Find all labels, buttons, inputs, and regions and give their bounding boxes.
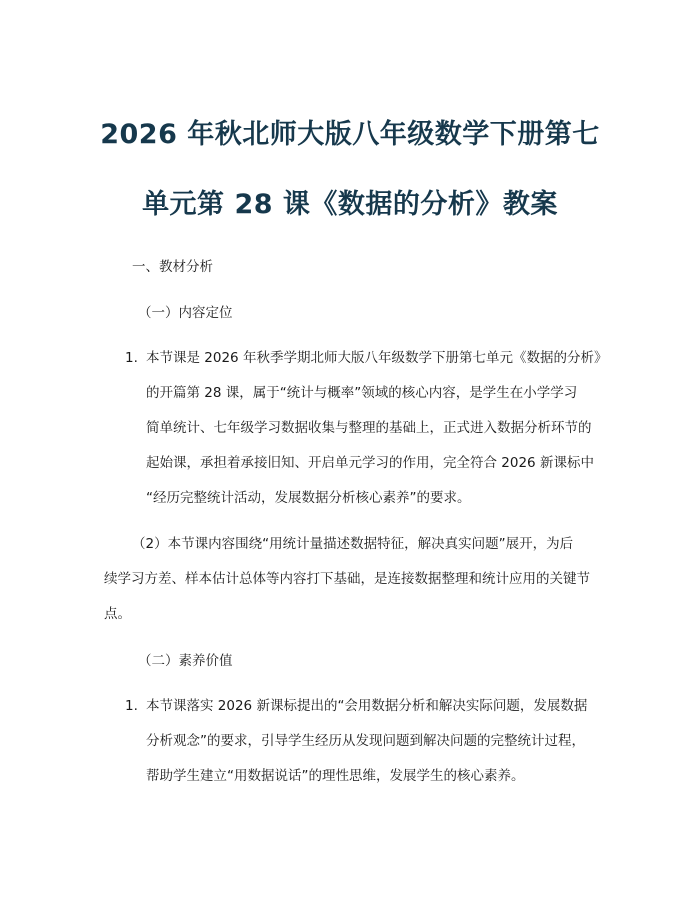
paragraph-line: 的开篇第 28 课，属于“统计与概率”领域的核心内容，是学生在小学学习 [146, 385, 578, 401]
paragraph-line: 续学习方差、样本估计总体等内容打下基础，是连接数据整理和统计应用的关键节 [104, 571, 590, 587]
subsection-heading-content-positioning: （一）内容定位 [138, 305, 233, 321]
list-number: 1. [125, 350, 138, 366]
paragraph-line: 简单统计、七年级学习数据收集与整理的基础上，正式进入数据分析环节的 [146, 420, 592, 436]
subsection-heading-literacy-value: （二）素养价值 [138, 653, 233, 669]
document-title-line-2: 单元第 28 课《数据的分析》教案 [142, 189, 558, 220]
paragraph-line: 帮助学生建立“用数据说话”的理性思维，发展学生的核心素养。 [146, 768, 525, 784]
paragraph-line: 分析观念”的要求，引导学生经历从发现问题到解决问题的完整统计过程， [146, 733, 585, 749]
document-title-line-1: 2026 年秋北师大版八年级数学下册第七 [100, 119, 600, 150]
paragraph-line: 本节课落实 2026 新课标提出的“会用数据分析和解决实际问题，发展数据 [146, 698, 588, 714]
paragraph-line: 本节课是 2026 年秋季学期北师大版八年级数学下册第七单元《数据的分析》 [146, 350, 608, 366]
paragraph-line: “经历完整统计活动，发展数据分析核心素养”的要求。 [146, 490, 471, 506]
list-number: 1. [125, 698, 138, 714]
paragraph-line: 点。 [104, 606, 131, 622]
paragraph-line: （2）本节课内容围绕“用统计量描述数据特征，解决真实问题”展开，为后 [132, 536, 574, 552]
paragraph-line: 起始课，承担着承接旧知、开启单元学习的作用，完全符合 2026 新课标中 [146, 455, 594, 471]
section-heading-teaching-material-analysis: 一、教材分析 [132, 259, 213, 275]
